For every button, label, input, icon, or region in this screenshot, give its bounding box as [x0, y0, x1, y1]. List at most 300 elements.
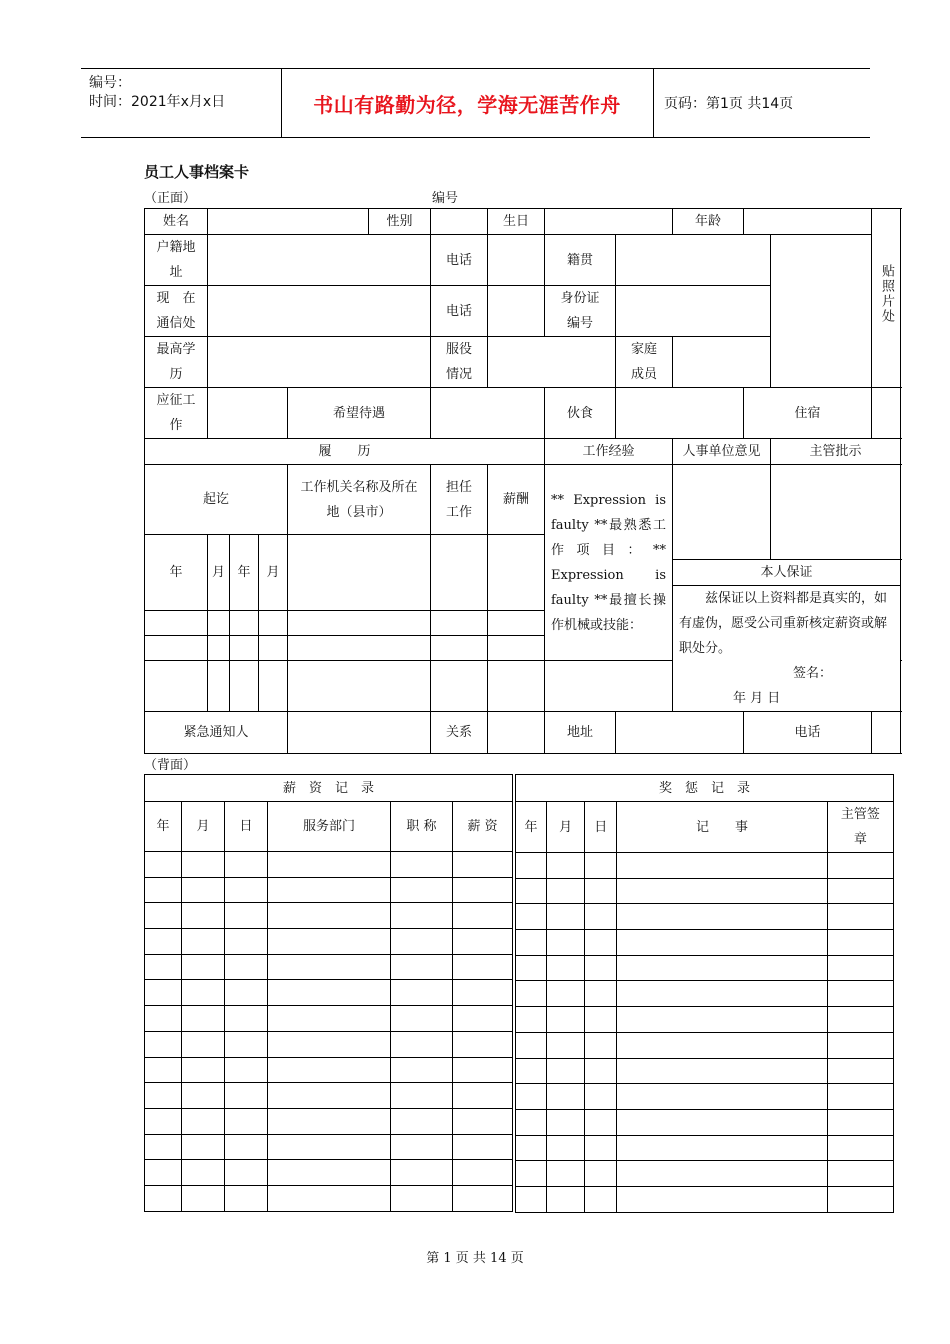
salary-record-cell[interactable]: [391, 1185, 453, 1211]
reward-col-month: 月: [547, 802, 585, 853]
salary-record-row: [145, 852, 513, 878]
salary-record-row: [145, 1185, 513, 1211]
resume-row-cell[interactable]: [208, 610, 230, 635]
salary-record-cell[interactable]: [453, 929, 513, 955]
reward-record-cell[interactable]: [617, 1007, 828, 1033]
salary-record-cell[interactable]: [225, 1185, 268, 1211]
reward-record-row: [516, 981, 894, 1007]
start-year: 年: [145, 535, 208, 611]
header-slogan: 书山有路勤为径，学海无涯苦作舟: [313, 92, 621, 117]
reward-record-cell[interactable]: [617, 1135, 828, 1161]
salary-record-cell[interactable]: [391, 903, 453, 929]
page-footer: 第 1 页 共 14 页: [426, 1251, 524, 1266]
salary-record-cell[interactable]: [182, 852, 225, 878]
reward-col-day: 日: [585, 802, 617, 853]
salary-record-cell[interactable]: [391, 1006, 453, 1032]
resume-row-cell[interactable]: [230, 610, 259, 635]
salary-col-amount: 薪 资: [453, 802, 513, 852]
salary-record-cell[interactable]: [268, 1083, 391, 1109]
reward-record-cell[interactable]: [547, 1058, 585, 1084]
salary-record-cell[interactable]: [391, 1160, 453, 1186]
header-slogan-cell: [281, 69, 654, 137]
reward-record-cell[interactable]: [827, 1161, 893, 1187]
salary-record-cell[interactable]: [453, 1160, 513, 1186]
salary-record-cell[interactable]: [453, 1006, 513, 1032]
salary-record-cell[interactable]: [225, 954, 268, 980]
salary-record-header: 薪 资 记 录: [145, 775, 513, 802]
header-page-cell: [654, 69, 870, 137]
education-label: 最高学历: [145, 337, 208, 388]
salary-col-dept: 服务部门: [268, 802, 391, 852]
name-label: 姓名: [145, 209, 208, 235]
reward-record-cell[interactable]: [617, 981, 828, 1007]
meals-input[interactable]: [616, 388, 744, 439]
salary-record-cell[interactable]: [145, 1185, 182, 1211]
birthday-label: 生日: [488, 209, 545, 235]
reward-record-row: [516, 904, 894, 930]
reward-record-cell[interactable]: [516, 853, 547, 879]
salary-record-cell[interactable]: [268, 1031, 391, 1057]
applied-job-label: 应征工作: [145, 388, 208, 439]
lodging-input[interactable]: [872, 388, 901, 439]
employer-cell-4[interactable]: [288, 661, 431, 712]
reward-record-row: [516, 1058, 894, 1084]
header-number: 编号：: [89, 75, 131, 91]
work-exp-content[interactable]: [545, 465, 673, 661]
start-month: 月: [208, 535, 230, 611]
reward-record-cell[interactable]: [617, 853, 828, 879]
salary-record-cell[interactable]: [391, 1031, 453, 1057]
reward-record-cell[interactable]: [617, 1032, 828, 1058]
salary-record-row: [145, 954, 513, 980]
reward-record-cell[interactable]: [516, 1084, 547, 1110]
hr-opinion-header: 人事单位意见: [673, 439, 771, 465]
reward-col-sign: 主管签章: [827, 802, 893, 853]
reward-record-cell[interactable]: [617, 1058, 828, 1084]
reward-record-cell[interactable]: [516, 1135, 547, 1161]
salary-record-cell[interactable]: [391, 929, 453, 955]
reward-record-cell[interactable]: [585, 1007, 617, 1033]
reward-record-cell[interactable]: [617, 1186, 828, 1212]
reward-record-cell[interactable]: [827, 1084, 893, 1110]
guarantee-box: [673, 560, 901, 712]
reward-record-cell[interactable]: [617, 1161, 828, 1187]
salary-record-cell[interactable]: [145, 852, 182, 878]
reward-record-cell[interactable]: [547, 1032, 585, 1058]
salary-record-cell[interactable]: [182, 1057, 225, 1083]
salary-record-cell[interactable]: [225, 1160, 268, 1186]
salary-record-cell[interactable]: [145, 1134, 182, 1160]
salary-record-row: [145, 1134, 513, 1160]
salary-record-cell[interactable]: [268, 954, 391, 980]
salary-record-cell[interactable]: [453, 1134, 513, 1160]
employer-cell-1[interactable]: [288, 535, 431, 611]
reward-record-cell[interactable]: [585, 1032, 617, 1058]
signature-label[interactable]: 签名：: [793, 666, 833, 681]
salary-record-cell[interactable]: [268, 1006, 391, 1032]
salary-cell-2[interactable]: [488, 610, 545, 635]
reward-record-cell[interactable]: [585, 1186, 617, 1212]
expected-pay-label: 希望待遇: [288, 388, 431, 439]
salary-record-cell[interactable]: [225, 1134, 268, 1160]
salary-record-row: [145, 877, 513, 903]
front-form-table: [144, 208, 901, 754]
family-input[interactable]: [673, 337, 771, 388]
resume-row-cell[interactable]: [259, 635, 288, 660]
reward-record-cell[interactable]: [585, 1161, 617, 1187]
salary-record-cell[interactable]: [145, 903, 182, 929]
salary-record-cell[interactable]: [225, 852, 268, 878]
salary-record-row: [145, 1108, 513, 1134]
salary-record-cell[interactable]: [268, 929, 391, 955]
salary-record-cell[interactable]: [391, 877, 453, 903]
birthday-input[interactable]: [545, 209, 673, 235]
resume-row-cell[interactable]: [259, 661, 288, 712]
position-cell-2[interactable]: [431, 610, 488, 635]
salary-record-cell[interactable]: [182, 1083, 225, 1109]
reward-record-cell[interactable]: [516, 955, 547, 981]
reward-record-cell[interactable]: [547, 1161, 585, 1187]
emergency-input[interactable]: [288, 712, 431, 754]
salary-record-cell[interactable]: [182, 980, 225, 1006]
education-input[interactable]: [208, 337, 431, 388]
position-cell-3[interactable]: [431, 635, 488, 660]
reward-record-cell[interactable]: [617, 1084, 828, 1110]
employer-cell-3[interactable]: [288, 635, 431, 660]
lodging-label: 住宿: [744, 388, 872, 439]
salary-record-cell[interactable]: [391, 954, 453, 980]
salary-record-cell[interactable]: [145, 1006, 182, 1032]
salary-record-cell[interactable]: [391, 1108, 453, 1134]
resume-row-cell[interactable]: [145, 635, 208, 660]
reward-record-cell[interactable]: [585, 930, 617, 956]
salary-record-cell[interactable]: [453, 903, 513, 929]
phone-input-2[interactable]: [488, 286, 545, 337]
reward-record-cell[interactable]: [617, 878, 828, 904]
reward-record-cell[interactable]: [516, 1007, 547, 1033]
resume-row-cell[interactable]: [208, 661, 230, 712]
reward-record-row: [516, 930, 894, 956]
military-input[interactable]: [488, 337, 616, 388]
salary-record-cell[interactable]: [453, 877, 513, 903]
period-header: 起讫: [145, 465, 288, 535]
reward-record-cell[interactable]: [516, 1186, 547, 1212]
salary-header: 薪酬: [488, 465, 545, 535]
resume-row-cell[interactable]: [230, 635, 259, 660]
salary-record-cell[interactable]: [145, 1057, 182, 1083]
reward-col-note: 记 事: [617, 802, 828, 853]
salary-record-cell[interactable]: [453, 852, 513, 878]
salary-record-cell[interactable]: [182, 1134, 225, 1160]
reward-record-cell[interactable]: [827, 1058, 893, 1084]
salary-record-cell[interactable]: [182, 1108, 225, 1134]
salary-record-cell[interactable]: [182, 903, 225, 929]
salary-record-cell[interactable]: [453, 1031, 513, 1057]
form-title: 员工人事档案卡: [144, 163, 250, 181]
reward-record-cell[interactable]: [547, 1007, 585, 1033]
page-header: [81, 68, 870, 138]
current-addr-label: 现 在通信处: [145, 286, 208, 337]
phone-label-2: 电话: [431, 286, 488, 337]
reward-record-cell[interactable]: [547, 955, 585, 981]
salary-record-table: [144, 774, 513, 1212]
salary-record-cell[interactable]: [145, 1160, 182, 1186]
salary-record-row: [145, 1006, 513, 1032]
phone-input-1[interactable]: [488, 235, 545, 286]
reward-record-row: [516, 1109, 894, 1135]
reward-record-cell[interactable]: [585, 1109, 617, 1135]
reward-record-cell[interactable]: [827, 1032, 893, 1058]
household-addr-input[interactable]: [208, 235, 431, 286]
resume-row-cell[interactable]: [208, 635, 230, 660]
salary-record-row: [145, 903, 513, 929]
reward-record-cell[interactable]: [547, 981, 585, 1007]
resume-row-cell[interactable]: [230, 661, 259, 712]
reward-record-cell[interactable]: [827, 930, 893, 956]
reward-record-cell[interactable]: [827, 981, 893, 1007]
reward-record-cell[interactable]: [547, 853, 585, 879]
reward-col-year: 年: [516, 802, 547, 853]
age-input[interactable]: [744, 209, 872, 235]
resume-header: 履 历: [145, 439, 545, 465]
employer-cell-2[interactable]: [288, 610, 431, 635]
photo-label: 贴照片处: [879, 263, 894, 324]
salary-record-row: [145, 980, 513, 1006]
supervisor-box[interactable]: [771, 465, 901, 560]
reward-record-cell[interactable]: [547, 878, 585, 904]
reward-record-row: [516, 1135, 894, 1161]
guarantee-header: 本人保证: [673, 560, 900, 586]
salary-record-cell[interactable]: [225, 877, 268, 903]
salary-record-cell[interactable]: [453, 980, 513, 1006]
salary-cell-3[interactable]: [488, 635, 545, 660]
reward-record-cell[interactable]: [585, 878, 617, 904]
salary-record-cell[interactable]: [225, 929, 268, 955]
salary-record-cell[interactable]: [391, 1134, 453, 1160]
photo-box[interactable]: [872, 209, 901, 388]
reward-record-cell[interactable]: [585, 853, 617, 879]
reward-record-cell[interactable]: [547, 930, 585, 956]
header-page-info: 页码：第1页 共14页: [664, 96, 794, 112]
salary-record-cell[interactable]: [391, 852, 453, 878]
military-label: 服役情况: [431, 337, 488, 388]
relation-label: 关系: [431, 712, 488, 754]
reward-record-header: 奖 惩 记 录: [516, 775, 894, 802]
current-addr-input[interactable]: [208, 286, 431, 337]
reward-record-cell[interactable]: [827, 1109, 893, 1135]
reward-record-row: [516, 955, 894, 981]
tel-label: 电话: [744, 712, 872, 754]
position-cell-4[interactable]: [431, 661, 488, 712]
salary-record-cell[interactable]: [182, 1031, 225, 1057]
age-label: 年龄: [673, 209, 744, 235]
reward-record-row: [516, 1032, 894, 1058]
salary-record-row: [145, 1031, 513, 1057]
salary-cell-1[interactable]: [488, 535, 545, 611]
reward-record-cell[interactable]: [516, 981, 547, 1007]
reward-record-cell[interactable]: [585, 981, 617, 1007]
reward-record-cell[interactable]: [827, 878, 893, 904]
sign-date[interactable]: 年 月 日: [733, 691, 781, 706]
salary-record-cell[interactable]: [391, 980, 453, 1006]
reward-record-row: [516, 1084, 894, 1110]
family-label: 家庭成员: [616, 337, 673, 388]
reward-record-cell[interactable]: [516, 878, 547, 904]
relation-input[interactable]: [488, 712, 545, 754]
salary-record-cell[interactable]: [391, 1057, 453, 1083]
number-field-label: 编号: [432, 191, 459, 206]
salary-record-cell[interactable]: [268, 1108, 391, 1134]
gender-label: 性别: [369, 209, 431, 235]
gender-input[interactable]: [431, 209, 488, 235]
salary-record-cell[interactable]: [182, 1160, 225, 1186]
salary-record-cell[interactable]: [225, 1031, 268, 1057]
salary-record-cell[interactable]: [225, 1083, 268, 1109]
tel-input[interactable]: [872, 712, 901, 754]
id-number-input[interactable]: [616, 286, 771, 337]
salary-record-cell[interactable]: [182, 1185, 225, 1211]
salary-record-cell[interactable]: [145, 1083, 182, 1109]
salary-record-cell[interactable]: [225, 980, 268, 1006]
employer-header: 工作机关名称及所在地（县市）: [288, 465, 431, 535]
end-month: 月: [259, 535, 288, 611]
salary-record-cell[interactable]: [145, 954, 182, 980]
reward-record-cell[interactable]: [547, 904, 585, 930]
salary-record-cell[interactable]: [225, 903, 268, 929]
reward-record-cell[interactable]: [516, 1058, 547, 1084]
meals-label: 伙食: [545, 388, 616, 439]
name-input[interactable]: [208, 209, 369, 235]
salary-record-cell[interactable]: [145, 1031, 182, 1057]
salary-cell-4[interactable]: [488, 661, 545, 712]
salary-record-cell[interactable]: [182, 1006, 225, 1032]
salary-record-cell[interactable]: [453, 1108, 513, 1134]
salary-col-month: 月: [182, 802, 225, 852]
work-exp-lower-2[interactable]: [545, 661, 673, 712]
reward-record-cell[interactable]: [547, 1186, 585, 1212]
reward-record-cell[interactable]: [516, 1109, 547, 1135]
emergency-label: 紧急通知人: [145, 712, 288, 754]
salary-record-cell[interactable]: [268, 852, 391, 878]
phone-label-1: 电话: [431, 235, 488, 286]
resume-row-cell[interactable]: [259, 610, 288, 635]
salary-record-cell[interactable]: [145, 1108, 182, 1134]
address-label: 地址: [545, 712, 616, 754]
end-year: 年: [230, 535, 259, 611]
salary-record-cell[interactable]: [182, 954, 225, 980]
reward-record-cell[interactable]: [827, 904, 893, 930]
salary-record-cell[interactable]: [182, 929, 225, 955]
native-place-label: 籍贯: [545, 235, 616, 286]
salary-record-row: [145, 1160, 513, 1186]
native-place-input[interactable]: [616, 235, 771, 286]
address-input[interactable]: [616, 712, 744, 754]
salary-record-cell[interactable]: [225, 1108, 268, 1134]
salary-record-cell[interactable]: [268, 980, 391, 1006]
reward-record-row: [516, 1007, 894, 1033]
reward-record-cell[interactable]: [547, 1135, 585, 1161]
salary-record-cell[interactable]: [225, 1057, 268, 1083]
expected-pay-input[interactable]: [431, 388, 545, 439]
reward-record-cell[interactable]: [516, 930, 547, 956]
reward-record-cell[interactable]: [585, 1084, 617, 1110]
household-addr-label: 户籍地址: [145, 235, 208, 286]
reward-record-cell[interactable]: [585, 955, 617, 981]
reward-record-cell[interactable]: [516, 904, 547, 930]
salary-record-cell[interactable]: [453, 1185, 513, 1211]
reward-record-row: [516, 1161, 894, 1187]
position-cell-1[interactable]: [431, 535, 488, 611]
reward-record-row: [516, 1186, 894, 1212]
reward-record-cell[interactable]: [585, 1135, 617, 1161]
reward-record-cell[interactable]: [585, 904, 617, 930]
salary-record-cell[interactable]: [145, 877, 182, 903]
reward-record-cell[interactable]: [516, 1161, 547, 1187]
reward-record-cell[interactable]: [585, 1058, 617, 1084]
salary-record-cell[interactable]: [268, 877, 391, 903]
salary-record-cell[interactable]: [268, 1160, 391, 1186]
supervisor-header: 主管批示: [771, 439, 901, 465]
salary-col-day: 日: [225, 802, 268, 852]
salary-record-cell[interactable]: [268, 1134, 391, 1160]
reward-record-cell[interactable]: [827, 1186, 893, 1212]
reward-record-cell[interactable]: [547, 1084, 585, 1110]
reward-record-cell[interactable]: [617, 930, 828, 956]
salary-record-cell[interactable]: [145, 929, 182, 955]
reward-record-row: [516, 878, 894, 904]
header-time: 时间：2021年x月x日: [89, 94, 226, 110]
salary-record-cell[interactable]: [225, 1006, 268, 1032]
hr-opinion-box[interactable]: [673, 465, 771, 560]
salary-record-cell[interactable]: [182, 877, 225, 903]
reward-record-cell[interactable]: [617, 904, 828, 930]
work-exp-text: ** Expression is faulty **最熟悉工作项目：** Expression is faulty **最擅长操作机械或技能：: [551, 492, 666, 633]
reward-record-cell[interactable]: [516, 1032, 547, 1058]
salary-record-cell[interactable]: [453, 1083, 513, 1109]
salary-record-row: [145, 1057, 513, 1083]
salary-record-cell[interactable]: [268, 1057, 391, 1083]
salary-record-cell[interactable]: [453, 954, 513, 980]
salary-record-cell[interactable]: [391, 1083, 453, 1109]
header-meta: [81, 69, 282, 137]
reward-record-cell[interactable]: [547, 1109, 585, 1135]
id-number-label: 身份证编号: [545, 286, 616, 337]
reward-record-cell[interactable]: [827, 955, 893, 981]
salary-record-cell[interactable]: [453, 1057, 513, 1083]
work-exp-header: 工作经验: [545, 439, 673, 465]
resume-row-cell[interactable]: [145, 661, 208, 712]
reward-record-cell[interactable]: [617, 955, 828, 981]
reward-record-cell[interactable]: [827, 853, 893, 879]
salary-record-cell[interactable]: [268, 1185, 391, 1211]
reward-record-cell[interactable]: [827, 1135, 893, 1161]
reward-record-cell[interactable]: [617, 1109, 828, 1135]
salary-col-year: 年: [145, 802, 182, 852]
front-label: （正面）: [144, 191, 197, 206]
reward-record-cell[interactable]: [827, 1007, 893, 1033]
salary-record-cell[interactable]: [145, 980, 182, 1006]
position-header: 担任工作: [431, 465, 488, 535]
salary-record-cell[interactable]: [268, 903, 391, 929]
reward-record-row: [516, 853, 894, 879]
salary-record-row: [145, 1083, 513, 1109]
salary-record-row: [145, 929, 513, 955]
salary-col-title: 职 称: [391, 802, 453, 852]
back-label: （背面）: [144, 758, 197, 773]
resume-row-cell[interactable]: [145, 610, 208, 635]
reward-record-table: [515, 774, 894, 1213]
applied-job-input[interactable]: [208, 388, 288, 439]
